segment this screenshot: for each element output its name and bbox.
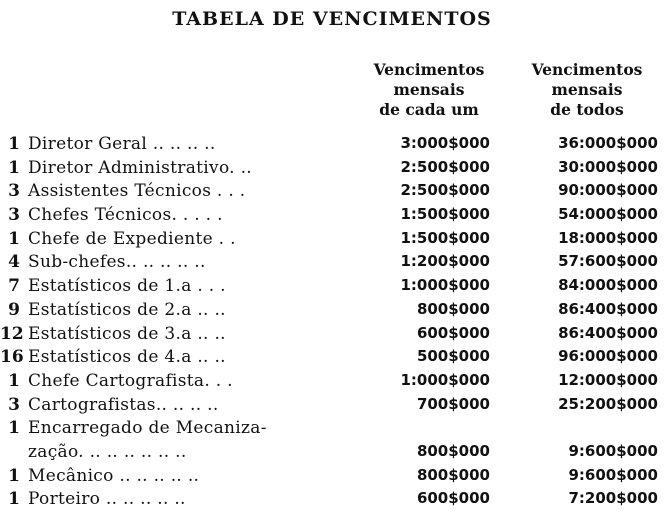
row-salary-all: 12:000$000 [558,370,658,389]
row-salary-all: 86:400$000 [558,299,658,318]
row-salary-all: 7:200$000 [568,489,658,508]
table-row [0,134,664,158]
row-salary-all: 25:200$000 [558,394,658,413]
row-quantity: 1 [8,134,20,154]
row-salary-each: 3:000$000 [400,134,490,152]
table-row [0,418,664,442]
table-row [0,442,664,466]
row-position: Assistentes Técnicos . . . [28,181,246,202]
row-salary-each: 1:000$000 [400,276,490,295]
row-quantity: 3 [8,394,20,415]
column-header-all [512,60,662,120]
row-position: zação. .. .. .. .. .. .. [28,441,187,462]
row-salary-each: 2:500$000 [400,181,490,200]
row-quantity: 4 [8,252,20,273]
row-quantity: 16 [0,347,24,368]
row-quantity: 12 [0,323,24,344]
table-row [0,229,664,253]
salary-table [0,134,664,513]
column-header-all-line-2: mensais [551,80,623,99]
row-salary-all: 9:600$000 [568,441,658,460]
table-row [0,205,664,229]
row-salary-each: 500$000 [416,347,490,366]
row-quantity: 7 [8,276,20,297]
row-quantity: 3 [8,205,20,226]
table-row [0,181,664,205]
column-header-all-line-1: Vencimentos [531,60,643,79]
row-salary-all: 90:000$000 [558,181,658,200]
row-position: Estatísticos de 3.a .. .. [28,323,226,344]
row-salary-all: 30:000$000 [558,157,658,176]
row-position: Porteiro .. .. .. .. .. [28,489,186,510]
row-salary-all: 57:600$000 [558,252,658,271]
row-position: Estatísticos de 1.a . . . [28,276,226,297]
row-salary-all: 36:000$000 [558,134,658,152]
row-position: Sub-chefes.. .. .. .. .. [28,252,206,273]
row-position: Diretor Geral .. .. .. .. [28,134,216,154]
row-salary-each: 1:200$000 [400,252,490,271]
page-title: TABELA DE VENCIMENTOS [172,8,492,30]
table-row [0,252,664,276]
row-salary-all: 18:000$000 [558,228,658,247]
column-header-each-line-2: mensais [393,80,465,99]
row-salary-each: 2:500$000 [400,157,490,176]
column-header-all-line-3: de todos [550,100,624,119]
row-position: Cartografistas.. .. .. .. [28,394,219,415]
row-salary-each: 600$000 [416,489,490,508]
row-salary-all: 9:600$000 [568,465,658,484]
table-row [0,466,664,490]
row-salary-each: 800$000 [416,465,490,484]
table-row [0,324,664,348]
row-salary-each: 1:500$000 [400,205,490,224]
row-salary-each: 600$000 [416,323,490,342]
table-row [0,300,664,324]
row-salary-each: 1:000$000 [400,370,490,389]
column-header-each-line-3: de cada um [379,100,479,119]
row-quantity: 1 [8,157,20,178]
row-quantity: 3 [8,181,20,202]
row-salary-each: 800$000 [416,441,490,460]
row-quantity: 1 [8,370,20,391]
row-salary-each: 700$000 [416,394,490,413]
row-quantity: 9 [8,299,20,320]
row-salary-all: 86:400$000 [558,323,658,342]
row-quantity: 1 [8,489,20,510]
row-quantity: 1 [8,465,20,486]
table-row [0,395,664,419]
column-header-each-line-1: Vencimentos [373,60,485,79]
row-position: Diretor Administrativo. .. [28,157,252,178]
column-header-each [348,60,510,120]
row-salary-each: 800$000 [416,299,490,318]
row-salary-all: 84:000$000 [558,276,658,295]
row-position: Chefe Cartografista. . . [28,370,233,391]
row-position: Chefe de Expediente . . [28,228,236,249]
table-row [0,276,664,300]
row-position: Encarregado de Mecaniza- [28,418,267,439]
row-salary-all: 54:000$000 [558,205,658,224]
table-row [0,489,664,513]
table-row [0,158,664,182]
row-position: Mecânico .. .. .. .. .. [28,465,200,486]
row-salary-each: 1:500$000 [400,228,490,247]
row-position: Chefes Técnicos. . . . . [28,205,223,226]
row-salary-all: 96:000$000 [558,347,658,366]
table-row [0,371,664,395]
row-quantity: 1 [8,418,20,439]
row-quantity: 1 [8,228,20,249]
row-position: Estatísticos de 2.a .. .. [28,299,226,320]
row-position: Estatísticos de 4.a .. .. [28,347,226,368]
table-row [0,347,664,371]
